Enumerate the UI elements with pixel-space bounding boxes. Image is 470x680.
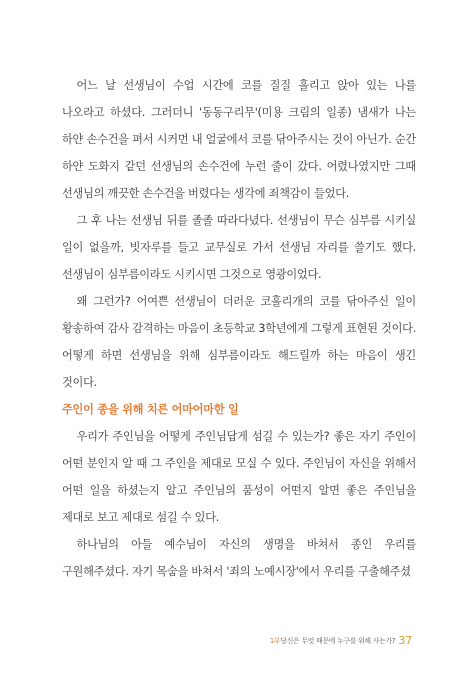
running-footer bbox=[270, 634, 412, 647]
paragraph: 왜 그런가? 어여쁜 선생님이 더러운 코흘리개의 코를 닦아주신 일이 황송하여 감사 감격하는 마음이 초등학교 3학년에게 그렇게 표현된 것이다. 어떻게 하면 선생님을 위해 심부름이라도 해드릴까 하는 마음이 생긴 것이다. bbox=[62, 295, 416, 389]
paragraph: 우리가 주인님을 어떻게 주인님답게 섬길 수 있는가? 좋은 자기 주인이 어떤 분인지 알 때 그 주인을 제대로 모실 수 있다. 주인님이 자신을 위해서 어떤 일을 하셨는지 알고 주인님의 품성이 어떤지 알면 좋은 주인님을 제대로 보고 제대로 섬길 수 있다. bbox=[62, 430, 416, 524]
footer-chapter: 1부 bbox=[269, 637, 281, 645]
paragraph: 그 후 나는 선생님 뒤를 졸졸 따라다녔다. 선생님이 무슨 심부름 시키실 일이 없을까, 빗자루를 들고 교무실로 가서 선생님 자리를 쓸기도 했다. 선생님이 심부름이라도 시키시면 그것으로 영광이었다. bbox=[62, 214, 416, 281]
text-block-top bbox=[62, 72, 416, 396]
paragraph: 하나님의 아들 예수님이 자신의 생명을 바쳐서 종인 우리를 구원해주셨다. 자기 목숨을 바쳐서 '죄의 노예시장'에서 우리를 구출해주셨 bbox=[62, 538, 416, 578]
text-block-bottom bbox=[62, 396, 416, 585]
footer-title: 당신은 무엇 때문에 누구를 위해 사는가? bbox=[280, 637, 396, 645]
section-heading: 주인이 종을 위해 치른 어마어마한 일 bbox=[62, 403, 239, 416]
page-number: 37 bbox=[398, 634, 412, 647]
paragraph: 어느 날 선생님이 수업 시간에 코를 질질 흘리고 앉아 있는 나를 나오라고 하셨다. 그러더니 '동동구리무'(미용 크림의 일종) 냄새가 나는 하얀 손수건을 펴서 시커먼 내 얼굴에서 코를 닦아주시는 것이 아닌가. 순간 하얀 도화지 같던 선생님의 손수건에 누런 줄이 갔다. 어렸나였지만 그때 선생님의 깨끗한 손수건을 버렸다는 생각에 죄책감이 들었다. bbox=[62, 79, 416, 200]
